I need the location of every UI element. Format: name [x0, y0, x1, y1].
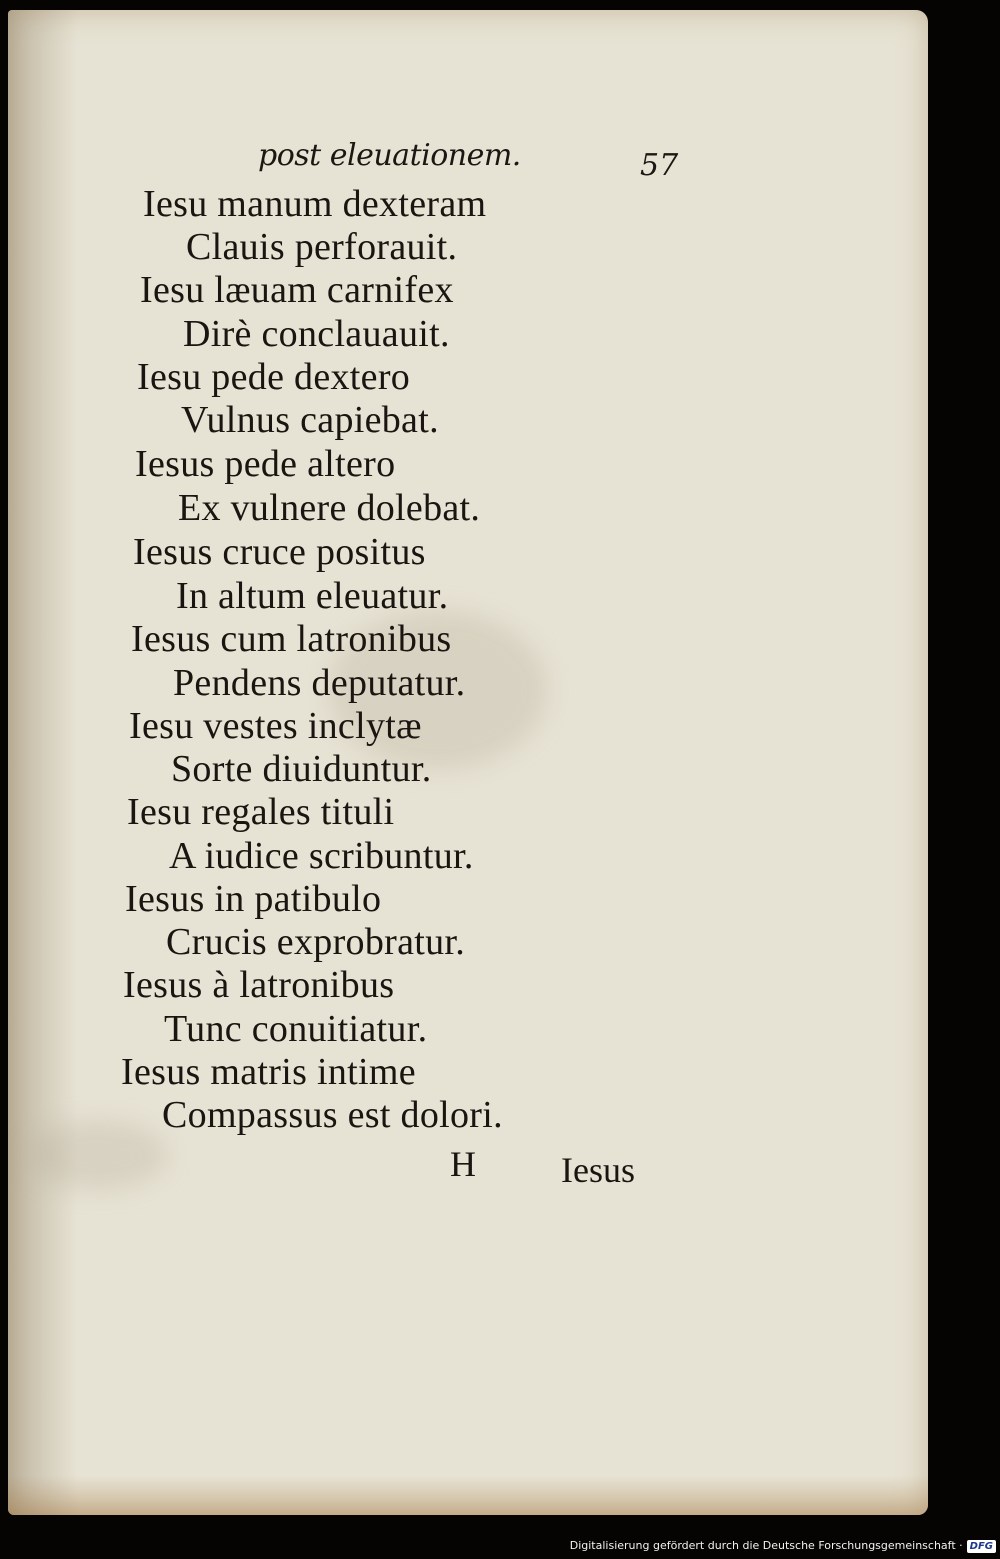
running-header: post eleuationem. [258, 138, 521, 173]
digitization-credit [570, 1533, 996, 1559]
folio-number: 57 [640, 148, 679, 183]
verse-line: Sorte diuiduntur. [171, 748, 432, 790]
credit-text: Digitalisierung gefördert durch die Deutsche Forschungsgemeinschaft · [569, 1539, 963, 1552]
verse-line: Iesus cum latronibus [131, 618, 452, 660]
catchword: Iesus [561, 1150, 635, 1190]
book-page [8, 10, 928, 1515]
verse-line: Vulnus capiebat. [181, 399, 439, 441]
paper-stain [28, 1120, 168, 1190]
signature-mark: H [450, 1144, 476, 1184]
verse-line: Iesu vestes inclytæ [129, 705, 422, 747]
verse-line: Iesus pede altero [135, 443, 396, 485]
verse-line: Iesus in patibulo [125, 878, 382, 920]
verse-line: Iesus à latronibus [123, 964, 395, 1006]
verse-line: Iesu regales tituli [127, 791, 395, 833]
verse-line: Iesu læuam carnifex [140, 269, 454, 311]
verse-line: Iesu pede dextero [137, 356, 411, 398]
verse-line: Crucis exprobratur. [166, 921, 466, 963]
verse-line: Iesus matris intime [121, 1051, 416, 1093]
verse-line: Compassus est dolori. [162, 1094, 503, 1136]
verse-line: Pendens deputatur. [173, 662, 466, 704]
verse-line: Ex vulnere dolebat. [178, 487, 481, 529]
verse-line: Clauis perforauit. [186, 226, 458, 268]
dfg-logo-icon: DFG [967, 1540, 996, 1553]
verse-line: Dirè conclauauit. [183, 313, 450, 355]
verse-line: A iudice scribuntur. [169, 835, 474, 877]
verse-line: Tunc conuitiatur. [164, 1008, 428, 1050]
verse-line: Iesus cruce positus [133, 531, 426, 573]
verse-line: Iesu manum dexteram [143, 183, 487, 225]
verse-line: In altum eleuatur. [176, 575, 449, 617]
